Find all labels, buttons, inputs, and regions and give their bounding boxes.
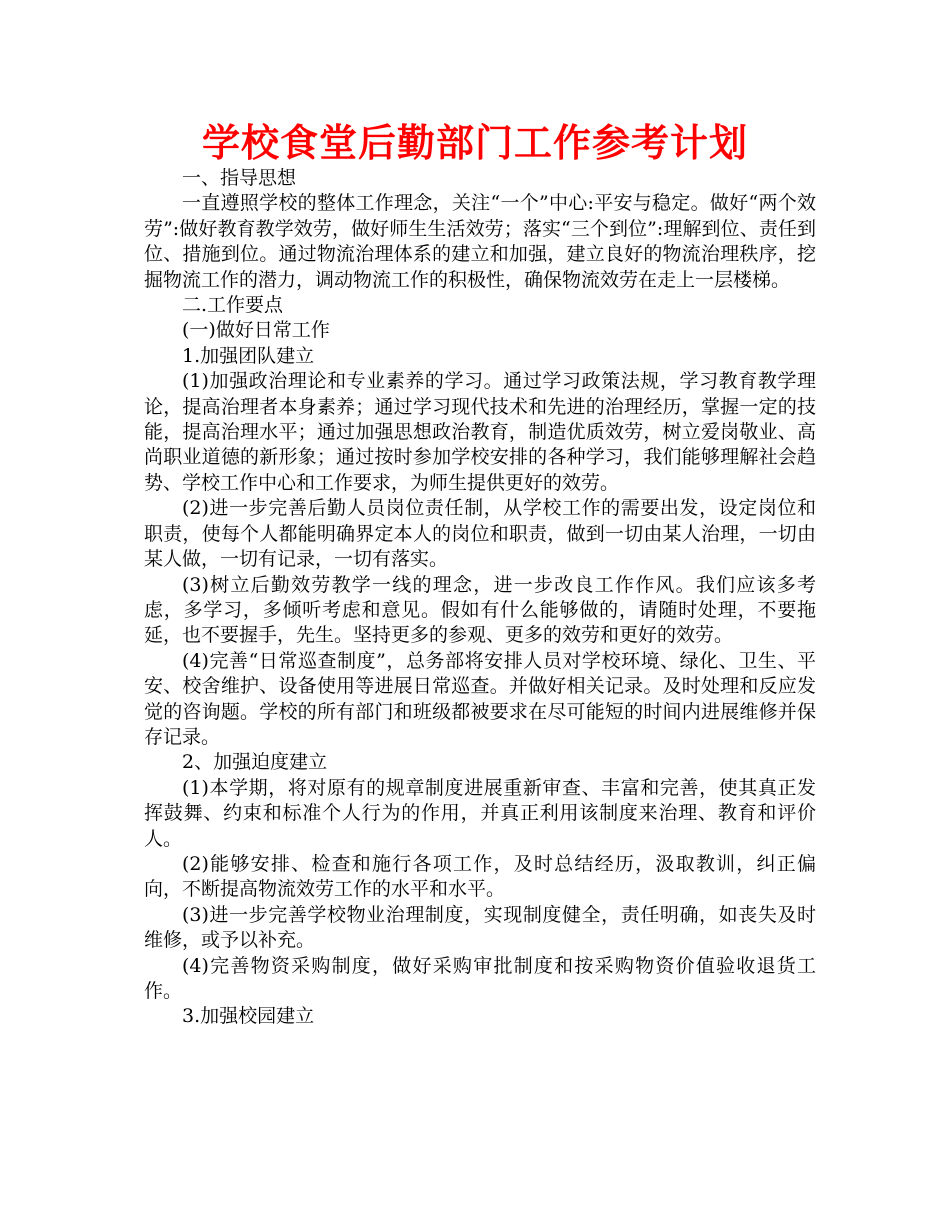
- document-body: [144, 166, 816, 1030]
- paragraph-system-4: (4)完善物资采购制度，做好采购审批制度和按采购物资价值验收退货工作。: [144, 954, 816, 1002]
- document-title: 学校食堂后勤部门工作参考计划: [201, 121, 748, 165]
- paragraph-team-4: (4)完善“日常巡查制度”，总务部将安排人员对学校环境、绿化、卫生、平安、校舍维护、设备使用等进展日常巡查。并做好相关记录。及时处理和反应发觉的咨询题。学校的所有部门和班级都被要求在尽可能短的时间内进展维修并保存记录。: [144, 649, 816, 748]
- paragraph-guiding-ideology: 一直遵照学校的整体工作理念，关注“一个”中心:平安与稳定。做好“两个效劳”:做好教育教学效劳，做好师生生活效劳；落实“三个到位”:理解到位、责任到位、措施到位。通过物流治理体系的建立和加强，建立良好的物流治理秩序，挖掘物流工作的潜力，调动物流工作的积极性，确保物流效劳在走上一层楼梯。: [144, 192, 816, 291]
- heading-team-building: 1.加强团队建立: [182, 344, 315, 367]
- paragraph-team-1: (1)加强政治理论和专业素养的学习。通过学习政策法规，学习教育教学理论，提高治理者本身素养；通过学习现代技术和先进的治理经历，掌握一定的技能，提高治理水平；通过加强思想政治教育，制造优质效劳，树立爱岗敬业、高尚职业道德的新形象；通过按时参加学校安排的各种学习，我们能够理解社会趋势、学校工作中心和工作要求，为师生提供更好的效劳。: [144, 370, 816, 494]
- paragraph-team-2: (2)进一步完善后勤人员岗位责任制，从学校工作的需要出发，设定岗位和职责，使每个人都能明确界定本人的岗位和职责，做到一切由某人治理，一切由某人做，一切有记录，一切有落实。: [144, 497, 816, 571]
- heading-daily-work: (一)做好日常工作: [182, 319, 330, 342]
- paragraph-system-2: (2)能够安排、检查和施行各项工作，及时总结经历，汲取教训，纠正偏向，不断提高物流效劳工作的水平和水平。: [144, 852, 816, 901]
- heading-guiding-ideology: 一、指导思想: [182, 167, 297, 189]
- paragraph-system-3: (3)进一步完善学校物业治理制度，实现制度健全，责任明确，如丧失及时维修，或予以补充。: [144, 903, 816, 952]
- heading-work-points: 二.工作要点: [182, 294, 284, 317]
- heading-campus-building: 3.加强校园建立: [182, 1005, 315, 1028]
- paragraph-system-1: (1)本学期，将对原有的规章制度进展重新审查、丰富和完善，使其真正发挥鼓舞、约束和标准个人行为的作用，并真正利用该制度来治理、教育和评价人。: [144, 776, 816, 850]
- paragraph-team-3: (3)树立后勤效劳教学一线的理念，进一步改良工作作风。我们应该多考虑，多学习，多倾听考虑和意见。假如有什么能够做的，请随时处理，不要拖延，也不要握手，先生。坚持更多的参观、更多的效劳和更好的效劳。: [144, 573, 816, 647]
- heading-system-building: 2、加强迫度建立: [182, 751, 328, 774]
